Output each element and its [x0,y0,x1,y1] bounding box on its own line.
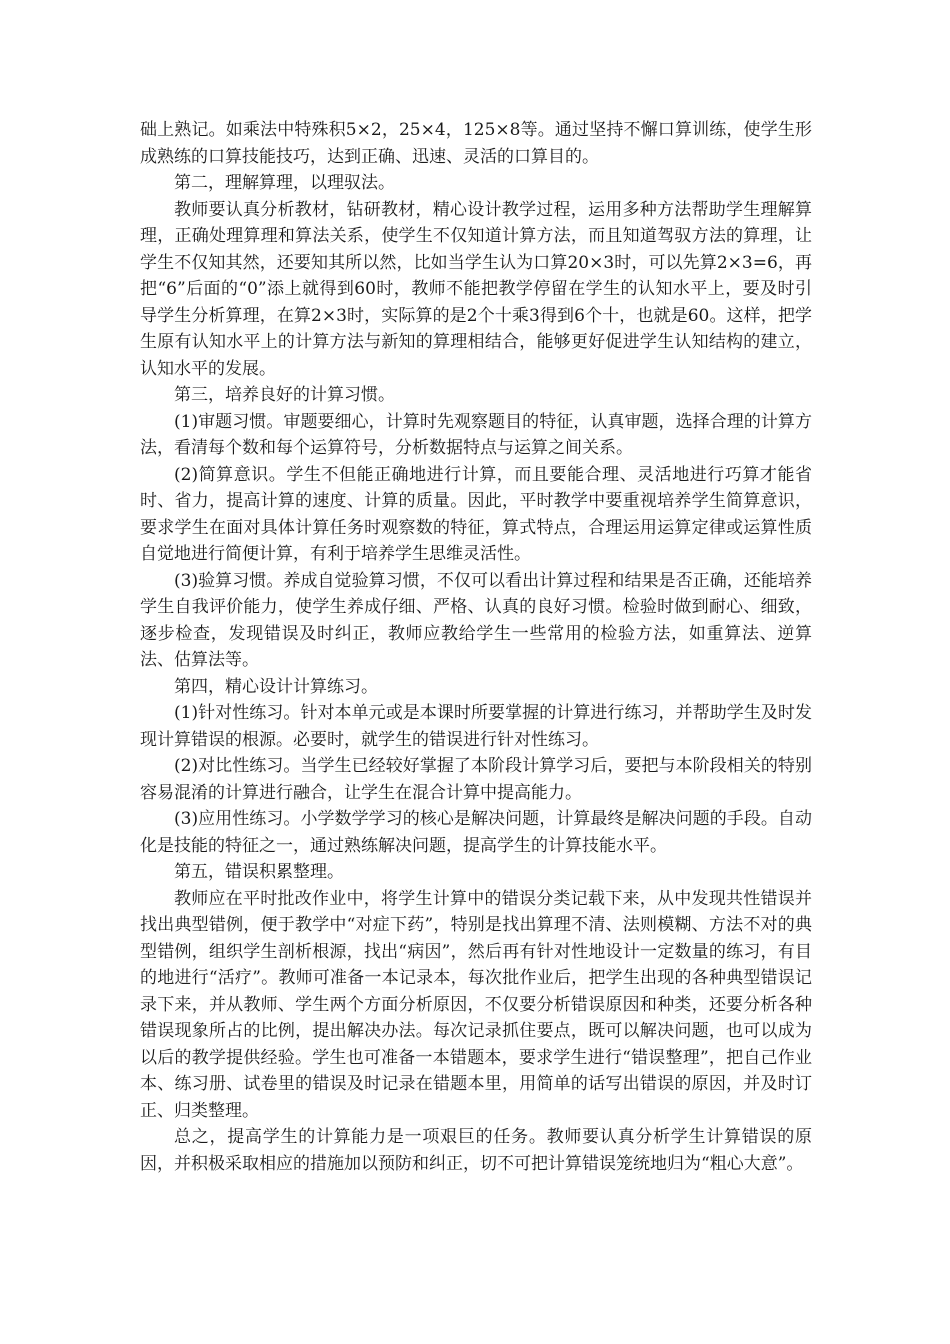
conclusion-paragraph: 总之，提高学生的计算能力是一项艰巨的任务。教师要认真分析学生计算错误的原因，并积极采取相应的措施加以预防和纠正，切不可把计算错误笼统地归为“粗心大意”。 [140,1127,812,1174]
paragraph: 教师要认真分析教材，钻研教材，精心设计教学过程，运用多种方法帮助学生理解算理，正确处理算理和算法关系，使学生不仅知道计算方法，而且知道驾驭方法的算理，让学生不仅知其然，还要知其所以然，比如当学生认为口算20×3时，可以先算2×3=6，再把“6”后面的“0”添上就得到60时，教师不能把教学停留在学生的认知水平上，要及时引导学生分析算理，在算2×3时，实际算的是2个十乘3得到6个十，也就是60。这样，把学生原有认知水平上的计算方法与新知的算理相结合，能够更好促进学生认知结构的建立，认知水平的发展。 [140,199,812,379]
section-heading-5: 第五，错误积累整理。 [174,862,344,882]
paragraph: 教师应在平时批改作业中，将学生计算中的错误分类记载下来，从中发现共性错误并找出典型错例，便于教学中“对症下药”，特别是找出算理不清、法则模糊、方法不对的典型错例，组织学生剖析根源，找出“病因”，然后再有针对性地设计一定数量的练习，有目的地进行“活疗”。教师可准备一本记录本，每次批作业后，把学生出现的各种典型错误记录下来，并从教师、学生两个方面分析原因，不仅要分析错误原因和种类，还要分析各种错误现象所占的比例，提出解决办法。每次记录抓住要点，既可以解决问题，也可以成为以后的教学提供经验。学生也可准备一本错题本，要求学生进行“错误整理”，把自己作业本、练习册、试卷里的错误及时记录在错题本里，用简单的话写出错误的原因，并及时订正、归类整理。 [140,888,812,1121]
paragraph: (3)应用性练习。小学数学学习的核心是解决问题，计算最终是解决问题的手段。自动化是技能的特征之一，通过熟练解决问题，提高学生的计算技能水平。 [140,809,812,856]
paragraph: (1)针对性练习。针对本单元或是本课时所要掌握的计算进行练习，并帮助学生及时发现计算错误的根源。必要时，就学生的错误进行针对性练习。 [140,703,812,750]
paragraph: (3)验算习惯。养成自觉验算习惯，不仅可以看出计算过程和结果是否正确，还能培养学生自我评价能力，使学生养成仔细、严格、认真的良好习惯。检验时做到耐心、细致，逐步检查，发现错误及时纠正，教师应教给学生一些常用的检验方法，如重算法、逆算法、估算法等。 [140,570,812,670]
document-body [140,117,812,1177]
paragraph: (1)审题习惯。审题要细心，计算时先观察题目的特征，认真审题，选择合理的计算方法，看清每个数和每个运算符号，分析数据特点与运算之间关系。 [140,411,812,458]
section-heading-4: 第四，精心设计计算练习。 [174,676,378,697]
paragraph: (2)对比性练习。当学生已经较好掌握了本阶段计算学习后，要把与本阶段相关的特别容易混淆的计算进行融合，让学生在混合计算中提高能力。 [140,756,812,803]
paragraph: (2)简算意识。学生不但能正确地进行计算，而且要能合理、灵活地进行巧算才能省时、省力，提高计算的速度、计算的质量。因此，平时教学中要重视培养学生简算意识，要求学生在面对具体计算任务时观察数的特征，算式特点，合理运用运算定律或运算性质自觉地进行简便计算，有利于培养学生思维灵活性。 [140,464,812,564]
section-heading-3: 第三，培养良好的计算习惯。 [174,385,395,405]
paragraph-continued: 础上熟记。如乘法中特殊积5×2，25×4，125×8等。通过坚持不懈口算训练，使学生形成熟练的口算技能技巧，达到正确、迅速、灵活的口算目的。 [140,120,812,167]
section-heading-2: 第二，理解算理，以理驭法。 [174,173,395,193]
